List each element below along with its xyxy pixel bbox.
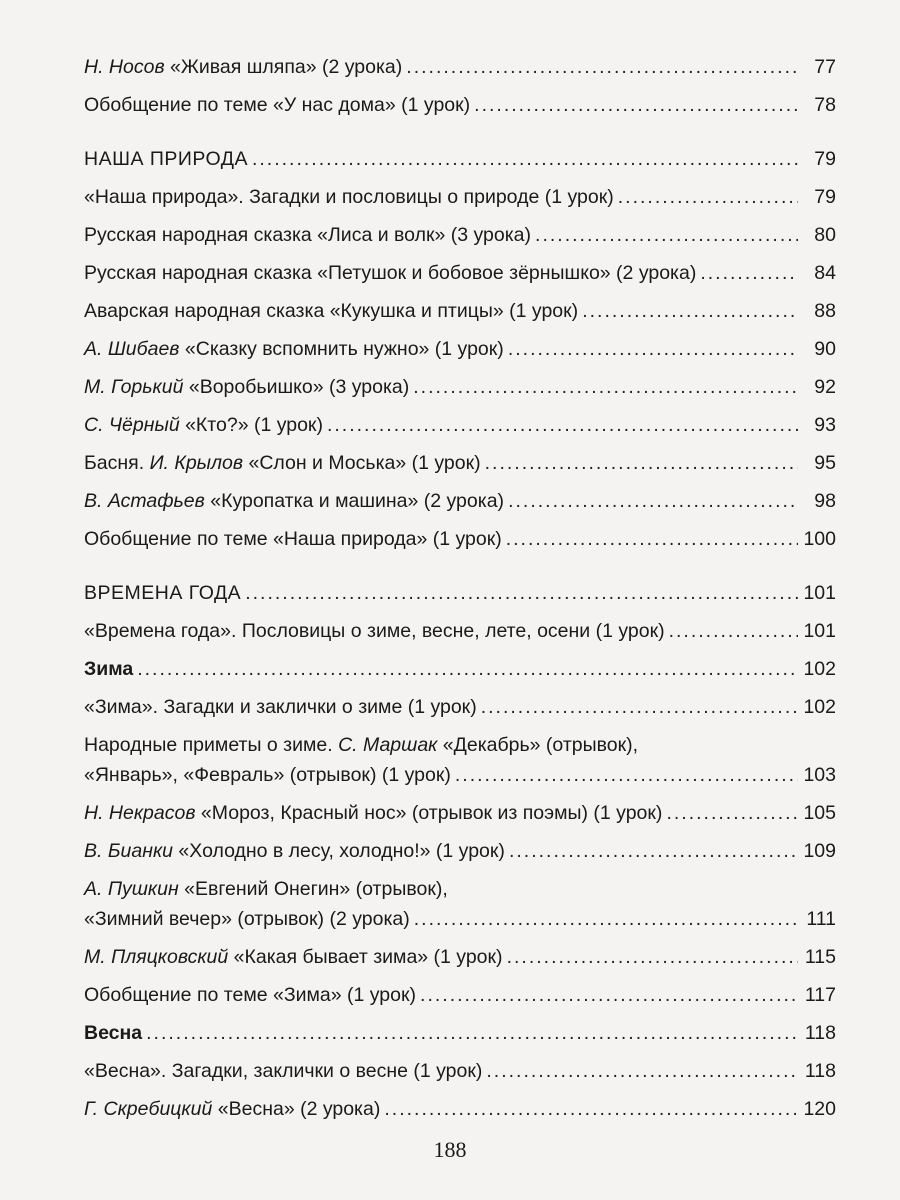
entry-author: А. Шибаев xyxy=(84,338,180,360)
entry-author: А. Пушкин xyxy=(84,878,179,900)
entry-page-number: 88 xyxy=(814,300,836,322)
entry-page-number: 79 xyxy=(814,186,836,208)
toc-entry xyxy=(84,90,836,120)
leader-dots xyxy=(582,296,798,326)
entry-title: «Весна». Загадки, заклички о весне (1 урок) xyxy=(84,1060,483,1082)
toc-entry xyxy=(84,692,836,722)
entry-page-number: 118 xyxy=(804,1022,836,1044)
entry-title: Русская народная сказка «Лиса и волк» (3 урока) xyxy=(84,224,532,246)
entry-title: «Мороз, Красный нос» (отрывок из поэмы) (1 урок) xyxy=(195,802,663,824)
entry-page-number: 103 xyxy=(803,764,836,786)
entry-title: «Куропатка и машина» (2 урока) xyxy=(204,490,505,512)
toc-entry xyxy=(84,616,836,646)
leader-dots xyxy=(508,486,798,516)
leader-dots xyxy=(245,578,798,608)
toc-entry xyxy=(84,182,836,212)
entry-page-number: 90 xyxy=(814,338,836,360)
leader-dots xyxy=(384,1094,798,1124)
leader-dots xyxy=(535,220,798,250)
toc-entry xyxy=(84,980,836,1010)
entry-title: «Сказку вспомнить нужно» (1 урок) xyxy=(179,338,504,360)
entry-title: Обобщение по теме «Зима» (1 урок) xyxy=(84,984,417,1006)
leader-dots xyxy=(406,52,798,82)
entry-title: Обобщение по теме «У нас дома» (1 урок) xyxy=(84,94,471,116)
entry-page-number: 80 xyxy=(814,224,836,246)
leader-dots xyxy=(485,448,798,478)
entry-author: И. Крылов xyxy=(149,452,244,474)
entry-title: «Зима». Загадки и заклички о зиме (1 урок) xyxy=(84,696,477,718)
leader-dots xyxy=(327,410,798,440)
entry-page-number: 92 xyxy=(814,376,836,398)
entry-page-number: 95 xyxy=(814,452,836,474)
toc-entry xyxy=(84,372,836,402)
entry-title: «Какая бывает зима» (1 урок) xyxy=(228,946,503,968)
entry-page-number: 101 xyxy=(803,620,836,642)
toc-entry xyxy=(84,798,836,828)
leader-dots xyxy=(413,372,798,402)
leader-dots xyxy=(474,90,798,120)
leader-dots xyxy=(700,258,798,288)
entry-author: В. Астафьев xyxy=(84,490,205,512)
leader-dots xyxy=(508,334,798,364)
leader-dots xyxy=(666,798,798,828)
entry-title: «Весна» (2 урока) xyxy=(212,1098,381,1120)
toc-entry xyxy=(84,486,836,516)
entry-title: «Холодно в лесу, холодно!» (1 урок) xyxy=(173,840,505,862)
entry-author: С. Маршак xyxy=(338,734,438,756)
entry-page-number: 118 xyxy=(804,1060,836,1082)
entry-page-number: 111 xyxy=(806,908,836,930)
toc-entry xyxy=(84,258,836,288)
entry-page-number: 120 xyxy=(803,1098,836,1120)
entry-page-number: 93 xyxy=(814,414,836,436)
entry-page-number: 102 xyxy=(803,696,836,718)
leader-dots xyxy=(618,182,798,212)
toc-entry xyxy=(84,334,836,364)
toc-section-heading xyxy=(84,144,836,174)
toc-entry xyxy=(84,524,836,554)
entry-author: М. Пляцковский xyxy=(84,946,229,968)
entry-page-number: 79 xyxy=(814,148,836,170)
leader-dots xyxy=(507,942,798,972)
toc-entry xyxy=(84,448,836,478)
toc-entry xyxy=(84,942,836,972)
leader-dots xyxy=(481,692,798,722)
toc-entry xyxy=(84,836,836,866)
entry-prefix: Народные приметы о зиме. xyxy=(84,734,339,756)
entry-title: «Наша природа». Загадки и пословицы о природе (1 урок) xyxy=(84,186,614,208)
toc-section-heading xyxy=(84,578,836,608)
entry-title: Обобщение по теме «Наша природа» (1 урок) xyxy=(84,528,502,550)
entry-title-continued: «Январь», «Февраль» (отрывок) (1 урок) xyxy=(84,764,451,786)
entry-title: Аварская народная сказка «Кукушка и птицы» (1 урок) xyxy=(84,300,579,322)
leader-dots xyxy=(455,760,798,790)
leader-dots xyxy=(146,1018,798,1048)
leader-dots xyxy=(252,144,798,174)
entry-title: «Слон и Моська» (1 урок) xyxy=(243,452,481,474)
section-title: НАША ПРИРОДА xyxy=(84,148,248,170)
toc-entry xyxy=(84,410,836,440)
entry-author: Н. Некрасов xyxy=(84,802,196,824)
subsection-title: Весна xyxy=(84,1022,143,1044)
toc-entry xyxy=(84,730,836,790)
entry-title: «Воробьишко» (3 урока) xyxy=(183,376,410,398)
entry-page-number: 102 xyxy=(803,658,836,680)
entry-title: «Кто?» (1 урок) xyxy=(179,414,323,436)
entry-author: В. Бианки xyxy=(84,840,174,862)
entry-title: «Времена года». Пословицы о зиме, весне, лете, осени (1 урок) xyxy=(84,620,665,642)
subsection-title: Зима xyxy=(84,658,134,680)
entry-page-number: 77 xyxy=(814,56,836,78)
entry-author: М. Горький xyxy=(84,376,184,398)
entry-page-number: 117 xyxy=(804,984,836,1006)
entry-author: С. Чёрный xyxy=(84,414,180,436)
entry-author: Г. Скребицкий xyxy=(84,1098,213,1120)
toc-subsection-heading xyxy=(84,654,836,684)
entry-title: «Евгений Онегин» (отрывок), xyxy=(178,878,448,900)
leader-dots xyxy=(137,654,798,684)
toc-entry xyxy=(84,296,836,326)
toc-entry xyxy=(84,52,836,82)
entry-author: Н. Носов xyxy=(84,56,165,78)
entry-page-number: 109 xyxy=(803,840,836,862)
entry-title: «Декабрь» (отрывок), xyxy=(437,734,639,756)
toc-entry xyxy=(84,874,836,934)
leader-dots xyxy=(509,836,798,866)
entry-page-number: 98 xyxy=(814,490,836,512)
toc-entry xyxy=(84,220,836,250)
entry-page-number: 105 xyxy=(803,802,836,824)
section-title: ВРЕМЕНА ГОДА xyxy=(84,582,242,604)
entry-page-number: 100 xyxy=(803,528,836,550)
entry-page-number: 84 xyxy=(814,262,836,284)
leader-dots xyxy=(506,524,798,554)
entry-page-number: 78 xyxy=(814,94,836,116)
leader-dots xyxy=(669,616,798,646)
toc-entry xyxy=(84,1056,836,1086)
entry-title: «Живая шляпа» (2 урока) xyxy=(164,56,403,78)
toc-subsection-heading xyxy=(84,1018,836,1048)
leader-dots xyxy=(486,1056,798,1086)
entry-title: Русская народная сказка «Петушок и бобовое зёрнышко» (2 урока) xyxy=(84,262,697,284)
entry-prefix: Басня. xyxy=(84,452,150,474)
page-number-footer: 188 xyxy=(433,1137,467,1162)
leader-dots xyxy=(420,980,798,1010)
entry-page-number: 115 xyxy=(804,946,836,968)
table-of-contents xyxy=(84,52,836,1124)
toc-entry xyxy=(84,1094,836,1124)
entry-title-continued: «Зимний вечер» (отрывок) (2 урока) xyxy=(84,908,410,930)
leader-dots xyxy=(414,904,798,934)
entry-page-number: 101 xyxy=(803,582,836,604)
